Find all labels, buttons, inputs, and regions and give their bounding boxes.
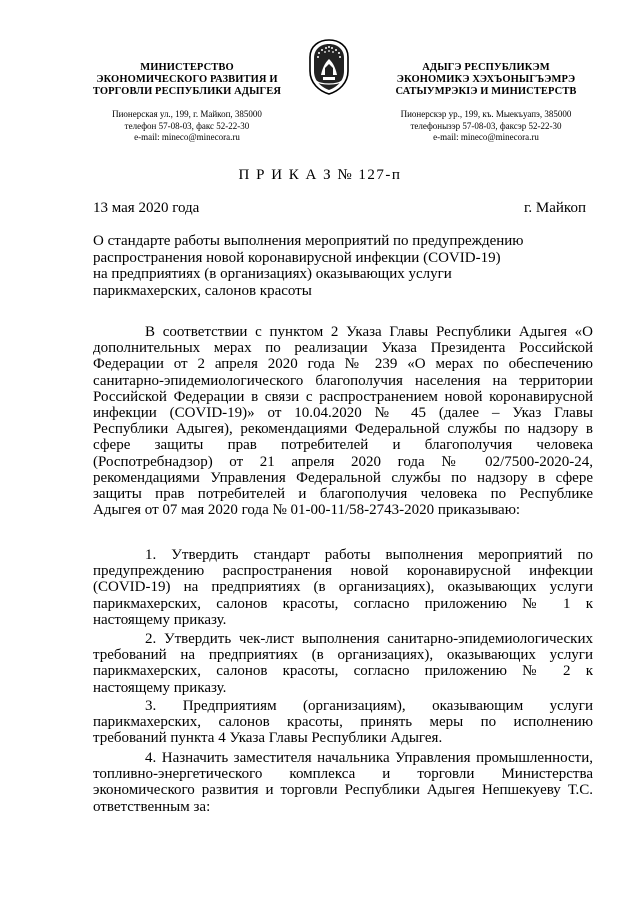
order-item-2	[93, 631, 593, 696]
subject-line: парикмахерских, салонов красоты	[93, 282, 312, 299]
ministry-name-line: МИНИСТЕРСТВО	[140, 62, 234, 73]
order-title: П Р И К А З № 127-п	[238, 167, 402, 183]
phone-line-adyghe: телефонызэр 57-08-03, факсэр 52-22-30	[410, 120, 562, 131]
subject-line: распространения новой коронавирусной инфекции (COVID-19)	[93, 249, 501, 266]
order-item-1	[93, 547, 593, 628]
paragraph-line: Российской Федерации в связи с распространением новой коронавирусной	[93, 388, 593, 405]
item-line: (COVID-19) на предприятиях (в организациях), оказывающих услуги	[93, 579, 593, 596]
paragraph-line: инфекции (COVID-19)» от 10.04.2020 № 45 (далее – Указ Главы	[93, 404, 593, 421]
ministry-name-line: ТОРГОВЛИ РЕСПУБЛИКИ АДЫГЕЯ	[92, 86, 282, 97]
paragraph-line: Адыгея от 07 мая 2020 года № 01-00-11/58-2743-2020 приказываю:	[93, 502, 521, 519]
item-line: 2. Утвердить чек-лист выполнения санитарно-эпидемиологических	[145, 631, 593, 647]
order-city: г. Майкоп	[523, 200, 586, 216]
item-line: предупреждению распространения новой коронавирусной инфекции	[93, 563, 593, 580]
phone-line: телефон 57-08-03, факс 52-22-30	[124, 120, 250, 131]
item-line: настоящему приказу.	[93, 679, 227, 696]
paragraph-line: (Роспотребнадзор) от 21 апреля 2020 года № 02/7500-2020-24,	[93, 453, 593, 470]
item-line: 3. Предприятиям (организациям), оказывающим услуги	[145, 698, 593, 714]
item-line: парикмахерских, салонов красоты, согласно приложению № 1 к	[93, 595, 593, 612]
header-left	[82, 62, 292, 144]
item-line: требований на предприятиях (в организациях), оказывающих услуги	[93, 647, 593, 664]
paragraph-line: санитарно-эпидемиологического благополучия населения на территории	[93, 372, 593, 389]
order-subject	[93, 233, 553, 299]
email-line-adyghe: e-mail: mineco@minecora.ru	[433, 132, 539, 142]
paragraph-line: В соответствии с пунктом 2 Указа Главы Республики Адыгея «О	[145, 324, 593, 340]
paragraph-line: защиты прав потребителей и благополучия человека по Республике	[93, 485, 593, 502]
order-item-3	[93, 698, 593, 747]
coat-of-arms-icon	[306, 37, 352, 97]
item-line: парикмахерских, салонов красоты, принять меры по исполнению	[93, 714, 593, 731]
paragraph-line: сфере защиты прав потребителей и благополучия человека	[93, 437, 593, 454]
paragraph-line: Федерации от 2 апреля 2020 года № 239 «О мерах по обеспечению	[93, 356, 593, 373]
item-line: требований пункта 4 Указа Главы Республики Адыгея.	[93, 730, 443, 747]
item-line: экономического развития и торговли Республики Адыгея Непшекуеву Т.С.	[93, 782, 593, 799]
ministry-name-line: ЭКОНОМИЧЕСКОГО РАЗВИТИЯ И	[96, 74, 278, 85]
ministry-name-line-adyghe: ЭКОНОМИКЭ ХЭХЪОНЫГЪЭМРЭ	[396, 74, 576, 85]
email-line: e-mail: mineco@minecora.ru	[134, 132, 240, 142]
address-line-adyghe: Пионерскэр ур., 199, къ. Мыекъуапэ, 385000	[400, 109, 572, 119]
subject-line: О стандарте работы выполнения мероприятий по предупреждению	[93, 233, 524, 249]
item-line: 1. Утвердить стандарт работы выполнения мероприятий по	[145, 547, 593, 563]
paragraph-line: рекомендациями Управления Федеральной службы по надзору в сфере	[93, 469, 593, 486]
preamble-paragraph	[93, 324, 593, 518]
ministry-name-line-adyghe: АДЫГЭ РЕСПУБЛИКЭМ	[422, 62, 550, 73]
item-line: парикмахерских, салонов красоты, согласно приложению № 2 к	[93, 663, 593, 680]
ministry-name-line-adyghe: САТЫУМРЭКІЭ И МИНИСТЕРСТВ	[395, 86, 577, 97]
subject-line: на предприятиях (в организациях) оказывающих услуги	[93, 266, 452, 282]
item-line: топливно-энергетического комплекса и торговли Министерства	[93, 766, 593, 783]
paragraph-line: Республики Адыгея), рекомендациями Федеральной службы по надзору в	[93, 421, 593, 438]
order-date: 13 мая 2020 года	[93, 200, 200, 216]
order-item-4	[93, 750, 593, 815]
address-line: Пионерская ул., 199, г. Майкоп, 385000	[112, 109, 262, 119]
header-right	[386, 62, 586, 144]
paragraph-line: дополнительных мерах по реализации Указа Президента Российской	[93, 340, 593, 357]
item-line: ответственным за:	[93, 798, 211, 815]
item-line: 4. Назначить заместителя начальника Управления промышленности,	[145, 750, 593, 766]
item-line: настоящему приказу.	[93, 611, 227, 628]
